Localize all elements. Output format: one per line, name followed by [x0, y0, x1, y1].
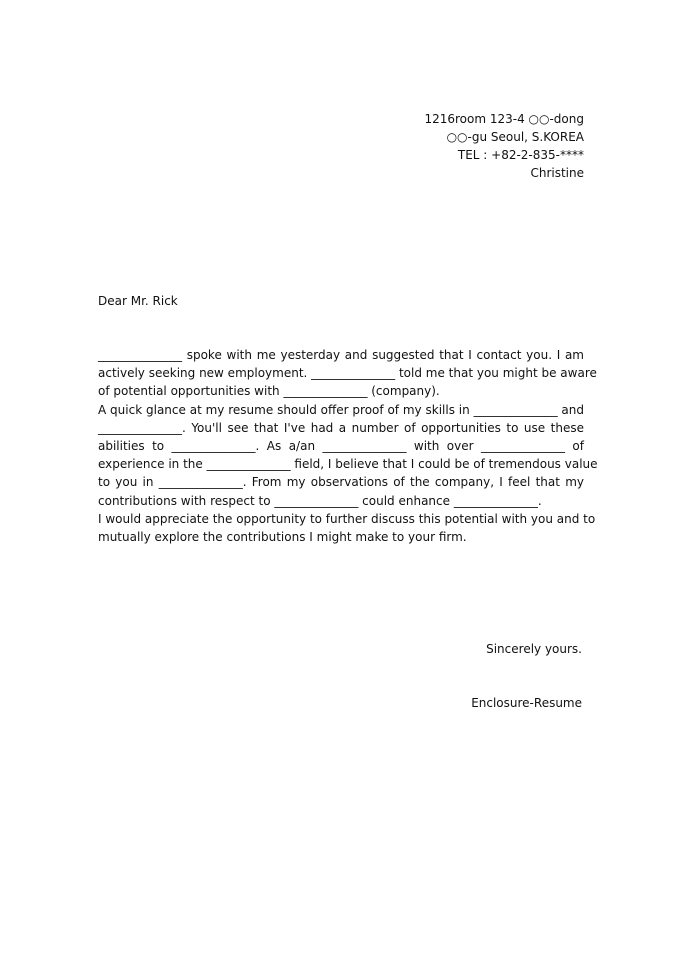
body-line: to you in ______________. From my observations of the company, I feel that my	[98, 475, 584, 490]
body-line: of potential opportunities with ______________ (company).	[98, 384, 440, 399]
letter-body	[98, 346, 598, 546]
body-line: experience in the ______________ field, I believe that I could be of tremendous value	[98, 457, 598, 472]
body-line: actively seeking new employment. ______________ told me that you might be aware	[98, 366, 597, 381]
body-line: mutually explore the contributions I might make to your firm.	[98, 530, 467, 545]
closing: Sincerely yours.	[486, 642, 582, 656]
enclosure-note: Enclosure-Resume	[471, 696, 582, 710]
salutation: Dear Mr. Rick	[98, 294, 178, 308]
body-line: ______________. You'll see that I've had a number of opportunities to use these	[98, 420, 584, 435]
body-line: I would appreciate the opportunity to further discuss this potential with you and to	[98, 511, 596, 526]
address-line-city: ○○-gu Seoul, S.KOREA	[446, 130, 584, 144]
body-line: contributions with respect to ______________ could enhance ______________.	[98, 493, 542, 508]
body-line: abilities to ______________. As a/an ______________ with over ______________ of	[98, 439, 584, 454]
sender-name: Christine	[530, 166, 584, 180]
address-line-street: 1216room 123-4 ○○-dong	[424, 112, 584, 126]
sender-address-block	[424, 110, 584, 182]
body-line: A quick glance at my resume should offer proof of my skills in ______________ and	[98, 402, 584, 417]
address-line-phone: TEL : +82-2-835-****	[457, 148, 584, 162]
body-line: ______________ spoke with me yesterday and suggested that I contact you. I am	[98, 348, 584, 362]
